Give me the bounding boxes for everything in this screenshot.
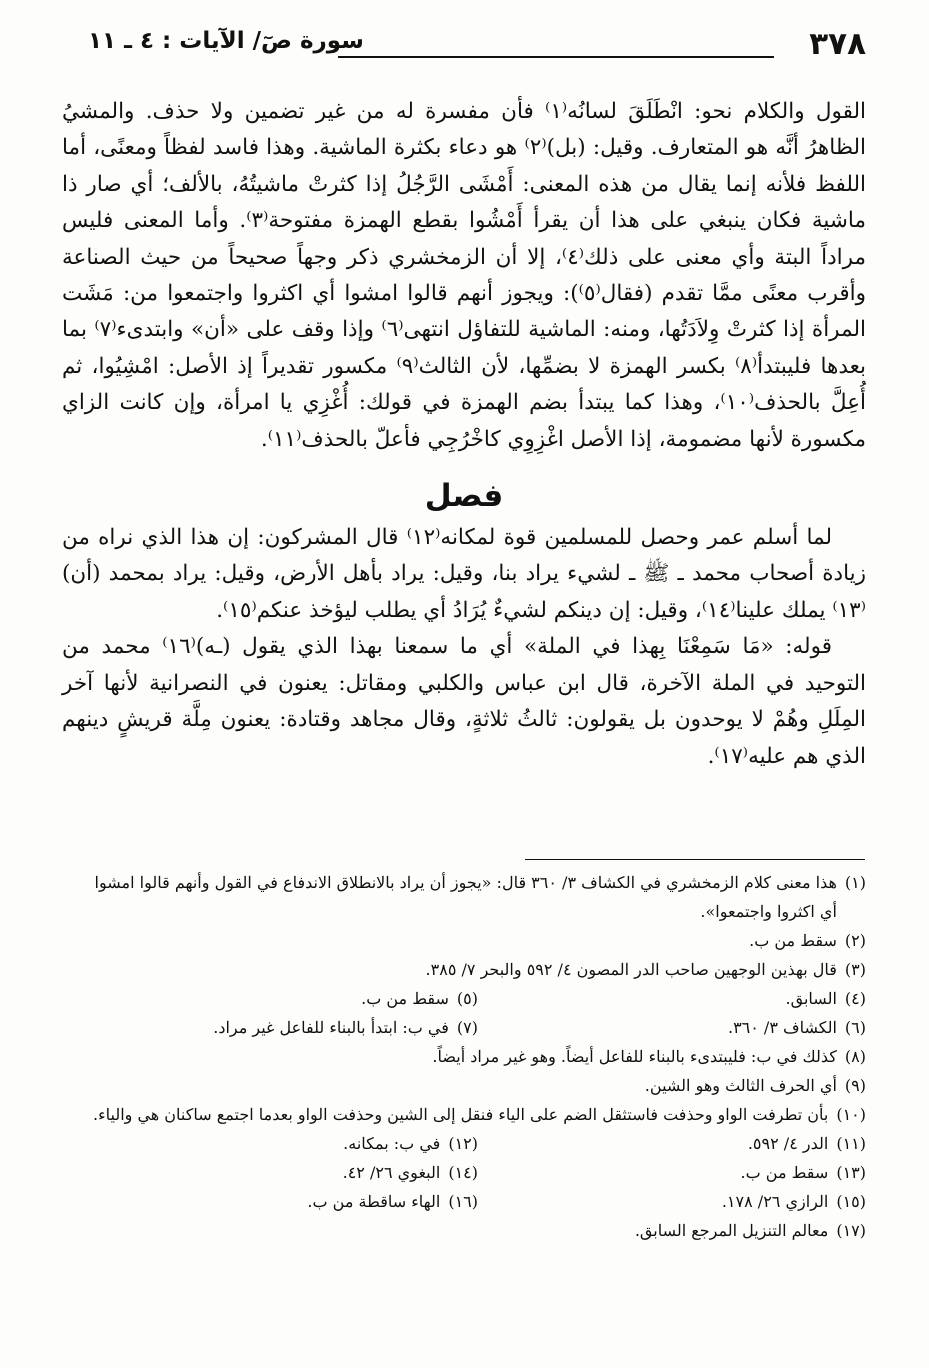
footnote-text: الدر ٤/ ٥٩٢. [747,1134,829,1153]
footnote [90,955,866,984]
footnote-row [90,1013,866,1042]
footnote [90,1100,866,1129]
footnote [90,926,866,955]
footnote [478,984,866,1013]
footnote-text: الكشاف ٣/ ٣٦٠. [727,1018,837,1037]
footnote [90,1158,478,1187]
footnote-text: معالم التنزيل المرجع السابق. [634,1221,829,1240]
footnote-number: (٧) [456,1018,478,1037]
footnote-number: (٨) [844,1047,866,1066]
footnote-text: أي الحرف الثالث وهو الشين. [644,1076,837,1095]
footnote-text: سقط من ب. [740,1163,829,1182]
footnote-text: الرازي ٢٦/ ١٧٨. [721,1192,829,1211]
footnote-separator [525,859,865,860]
footnote-text: هذا معنى كلام الزمخشري في الكشاف ٣/ ٣٦٠ قال: «يجوز أن يراد بالانطلاق الاندفاع في القول وأنهم قالوا امشوا أي اكثروا واجتمعوا». [94,873,837,921]
footnote-text: الهاء ساقطة من ب. [307,1192,441,1211]
footnote-number: (٩) [844,1076,866,1095]
footnote-number: (١٣) [836,1163,866,1182]
footnotes [90,868,866,1245]
footnote [478,1129,866,1158]
paragraph: لما أسلم عمر وحصل للمسلمين قوة لمكانه⁽١٢⁾ قال المشركون: إن هذا الذي نراه من زيادة أصحاب محمد ـ ﷺ ـ لشيء يراد بنا، وقيل: يراد بأهل الأرض، وقيل: يراد بمحمد (أن)⁽١٣⁾ يملك علينا⁽١٤⁾، وقيل: إن دينكم لشيءٌ يُرَادُ أي يطلب ليؤخذ عنكم⁽١٥⁾. [62,525,866,623]
footnote-number: (٥) [456,989,478,1008]
paragraph: القول والكلام نحو: انْطَلَقَ لسانُه⁽١⁾ فأن مفسرة له من غير تضمين ولا حذف. والمشيُ الظاهرُ أنَّه هو المتعارف. وقيل: (بل)⁽٢⁾ هو دعاء بكثرة الماشية. وهذا فاسد لفظاً ومعنًى، أما اللفظ فلأنه إنما يقال من هذه المعنى: أَمْشَى الرَّجُلُ إذا كثرتْ ماشيتُهُ، بالألف؛ أي صار ذا ماشية فكان ينبغي على هذا أن يقرأ أَمْشُوا بقطع الهمزة مفتوحة⁽٣⁾. وأما المعنى فليس مراداً البتة وأي معنى على ذلك⁽٤⁾، إلا أن الزمخشري ذكر وجهاً صحيحاً من حيث الصناعة وأقرب معنًى ممَّا تقدم (فقال⁽٥⁾): ويجوز أنهم قالوا امشوا أي اكثروا واجتمعوا من: مَشَت المرأة إذا كثرتْ وِلاَدَتُها، ومنه: الماشية للتفاؤل انتهى⁽٦⁾ وإذا وقف على «أن» وابتدىء⁽٧⁾ بما بعدها فليبتدأ⁽٨⁾ بكسر الهمزة لا بضمِّها، لأن الثالث⁽٩⁾ مكسور تقديراً إذ الأصل: امْشِيُوا، ثم أُعِلَّ بالحذف⁽١٠⁾، وهذا كما يبتدأ بضم الهمزة في قولك: أُغْزِي يا امرأة، وإن كانت الزاي مكسورة لأنها مضمومة، إذا الأصل اغْزِوِي كاخْرُجِي فأعلّ بالحذف⁽١١⁾. [62,99,866,452]
footnote-number: (١٤) [448,1163,478,1182]
paragraph: قوله: «مَا سَمِعْنَا بِهذا في الملة» أي ما سمعنا بهذا الذي يقول (ـه)⁽١٦⁾ محمد من التوحيد في الملة الآخرة، قال ابن عباس والكلبي ومقاتل: يعنون في النصرانية لأنها آخر المِلَلِ وهُمْ لا يوحدون بل يقولون: ثالثُ ثلاثةٍ، وقال مجاهد وقتادة: يعنون مِلَّة قريشٍ دينهم الذي هم عليه⁽١٧⁾. [62,634,866,769]
running-title: سورة صٓ/ الآيات : ٤ ـ ١١ [88,28,364,54]
footnote [90,1216,866,1245]
footnote-number: (١٠) [836,1105,866,1124]
footnote-number: (١٦) [448,1192,478,1211]
footnote-number: (١١) [836,1134,866,1153]
footnote-text: سقط من ب. [749,931,837,950]
footnote-text: السابق. [785,989,837,1008]
footnote [90,1129,478,1158]
footnote-row [90,984,866,1013]
page-number: ٣٧٨ [809,26,866,62]
footnote-number: (١٢) [448,1134,478,1153]
footnote-number: (٦) [844,1018,866,1037]
footnote-text: كذلك في ب: فليبتدىء بالبناء للفاعل أيضاً. وهو غير مراد أيضاً. [432,1047,837,1066]
footnote-text: في ب: ابتدأ بالبناء للفاعل غير مراد. [213,1018,449,1037]
footnote [90,984,478,1013]
header-rule [338,56,774,58]
footnote-text: سقط من ب. [361,989,449,1008]
main-text [62,94,866,775]
footnote [478,1187,866,1216]
page-header [88,22,866,64]
footnote-number: (٤) [844,989,866,1008]
footnote-number: (١٧) [836,1221,866,1240]
footnote-number: (١) [844,873,866,892]
footnote [478,1158,866,1187]
footnote-number: (٣) [844,960,866,979]
footnote-text: في ب: بمكانه. [343,1134,441,1153]
footnote-number: (٢) [844,931,866,950]
footnote-row [90,1187,866,1216]
footnote-text: البغوي ٢٦/ ٤٢. [342,1163,441,1182]
footnote [90,1187,478,1216]
footnote-number: (١٥) [836,1192,866,1211]
footnote-row [90,1129,866,1158]
footnote [90,1013,478,1042]
footnote-text: بأن تطرفت الواو وحذفت فاستثقل الضم على الياء فنقل إلى الشين وحذفت الواو بعدما اجتمع ساكنان هي والياء. [93,1105,829,1124]
footnote [90,1042,866,1071]
footnote-row [90,1158,866,1187]
footnote-text: قال بهذين الوجهين صاحب الدر المصون ٤/ ٥٩٢ والبحر ٧/ ٣٨٥. [425,960,837,979]
section-heading: فصل [424,478,504,515]
footnote [478,1013,866,1042]
footnote [90,868,866,926]
footnote [90,1071,866,1100]
